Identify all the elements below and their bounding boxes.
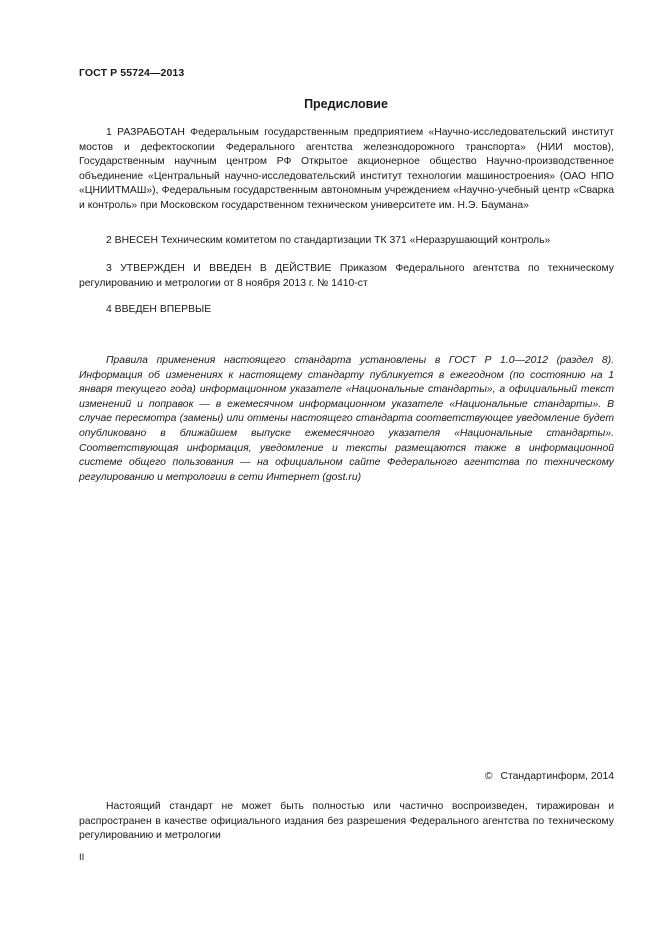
foreword-item-introduced: 2 ВНЕСЕН Техническим комитетом по стандартизации ТК 371 «Неразрушающий контроль» (106, 235, 551, 246)
page-title: Предисловие (304, 97, 388, 111)
foreword-item-first-introduced: 4 ВВЕДЕН ВПЕРВЫЕ (106, 304, 212, 315)
copyright (485, 771, 614, 782)
application-rules-note: Правила применения настоящего стандарта установлены в ГОСТ Р 1.0—2012 (раздел 8). Информация об изменениях к настоящему стандарту публикуется в ежегодном (по состоянию на 1 января текущего года) информационном указателе «Национальные стандарты», а официальный текст изменений и поправок — в ежемесячном информационном указателе «Национальные стандарты». В случае пересмотра (замены) или отмены настоящего стандарта соответствующее уведомление будет опубликовано в ближайшем выпуске ежемесячного указателя «Национальные стандарты». Соответствующая информация, уведомление и тексты размещаются также в информационной системе общего пользования — на официальном сайте Федерального агентства по техническому регулированию и метрологии в сети Интернет (gost.ru) (79, 355, 614, 483)
page-number: II (79, 852, 85, 863)
reprint-notice: Настоящий стандарт не может быть полностью или частично воспроизведен, тиражирован и распространен в качестве официального издания без разрешения Федерального агентства по техническому регулированию и метрологии (79, 801, 614, 842)
foreword-item-developed: 1 РАЗРАБОТАН Федеральным государственным предприятием «Научно-исследовательский институт мостов и дефектоскопии Федерального агентства железнодорожного транспорта» (НИИ мостов), Государственным научным центром РФ Открытое акционерное общество Научно-производственное объединение «Центральный научно-исследовательский институт технологии машиностроения» (ОАО НПО «ЦНИИТМАШ»), Федеральным государственным автономным учреждением «Научно-учебный центр «Сварка и контроль» при Московском государственном техническом университете им. Н.Э. Баумана» (79, 127, 614, 211)
foreword-item-approved: 3 УТВЕРЖДЕН И ВВЕДЕН В ДЕЙСТВИЕ Приказом Федерального агентства по техническому регулированию и метрологии от 8 ноября 2013 г. № 1410-ст (79, 263, 614, 289)
copyright-text: Стандартинформ, 2014 (500, 771, 614, 782)
standard-code: ГОСТ Р 55724—2013 (79, 67, 185, 79)
copyright-symbol: © (484, 771, 493, 782)
